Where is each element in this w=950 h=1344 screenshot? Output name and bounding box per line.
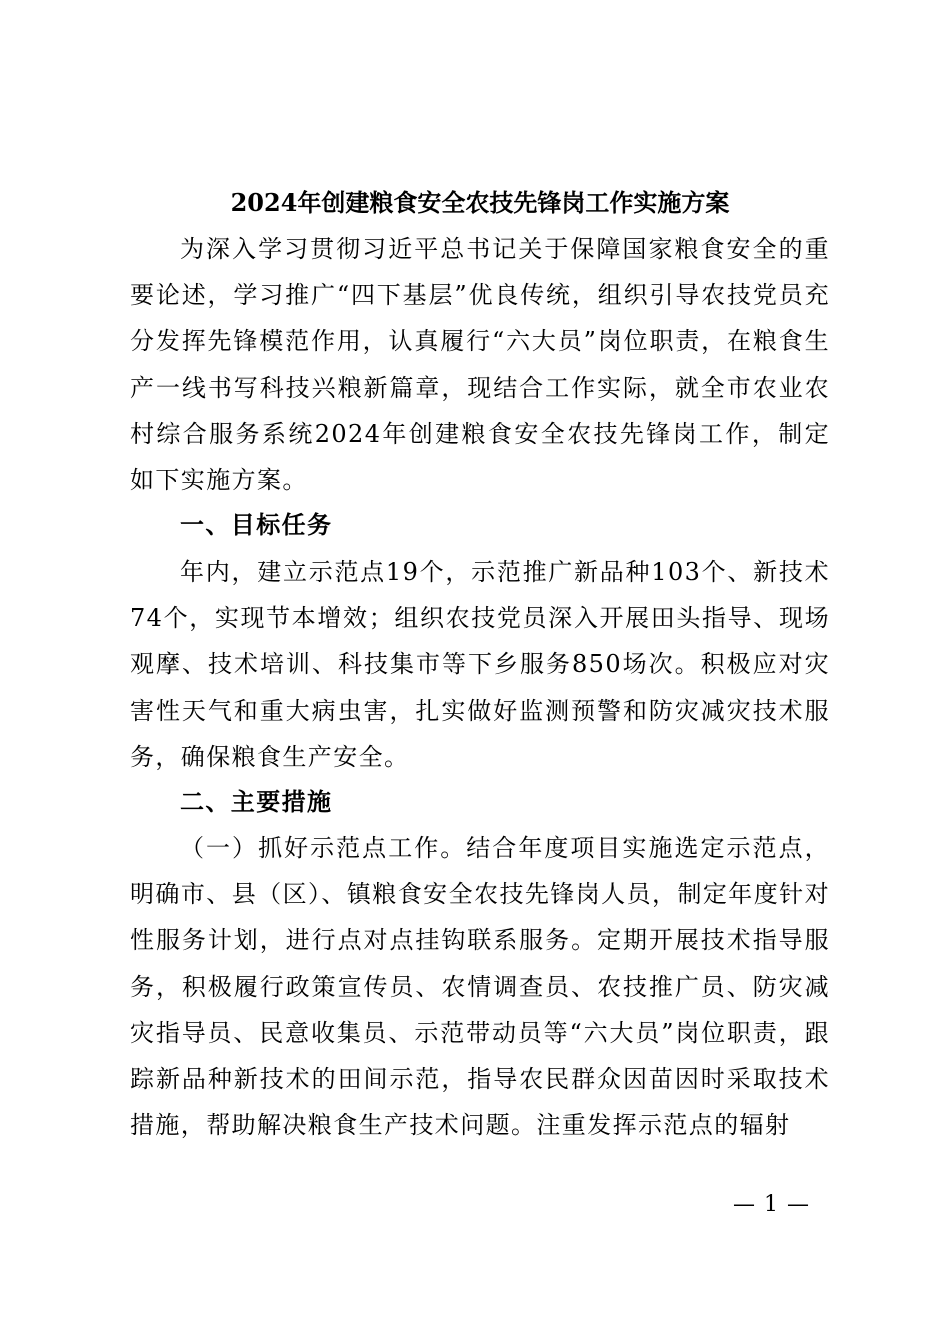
intro-paragraph: 为深入学习贯彻习近平总书记关于保障国家粮食安全的重要论述，学习推广“四下基层”优良传统，组织引导农技党员充分发挥先锋模范作用，认真履行“六大员”岗位职责，在粮食生产一线书写科技兴粮新篇章，现结合工作实际，就全市农业农村综合服务系统2024年创建粮食安全农技先锋岗工作，制定如下实施方案。 — [130, 235, 830, 495]
section-heading-measures: 二、主要措施 — [180, 787, 333, 816]
page-number: — 1 — — [733, 1192, 810, 1217]
section-heading-goals: 一、目标任务 — [180, 510, 333, 539]
document-title: 2024年创建粮食安全农技先锋岗工作实施方案 — [230, 188, 730, 217]
measures-paragraph: （一）抓好示范点工作。结合年度项目实施选定示范点，明确市、县（区）、镇粮食安全农技先锋岗人员，制定年度针对性服务计划，进行点对点挂钩联系服务。定期开展技术指导服务，积极履行政策宣传员、农情调查员、农技推广员、防灾减灾指导员、民意收集员、示范带动员等“六大员”岗位职责，跟踪新品种新技术的田间示范，指导农民群众因苗因时采取技术措施，帮助解决粮食生产技术问题。注重发挥示范点的辐射 — [130, 834, 830, 1140]
goals-paragraph: 年内，建立示范点19个，示范推广新品种103个、新技术74个，实现节本增效；组织农技党员深入开展田头指导、现场观摩、技术培训、科技集市等下乡服务850场次。积极应对灾害性天气和重大病虫害，扎实做好监测预警和防灾减灾技术服务，确保粮食生产安全。 — [130, 558, 830, 771]
